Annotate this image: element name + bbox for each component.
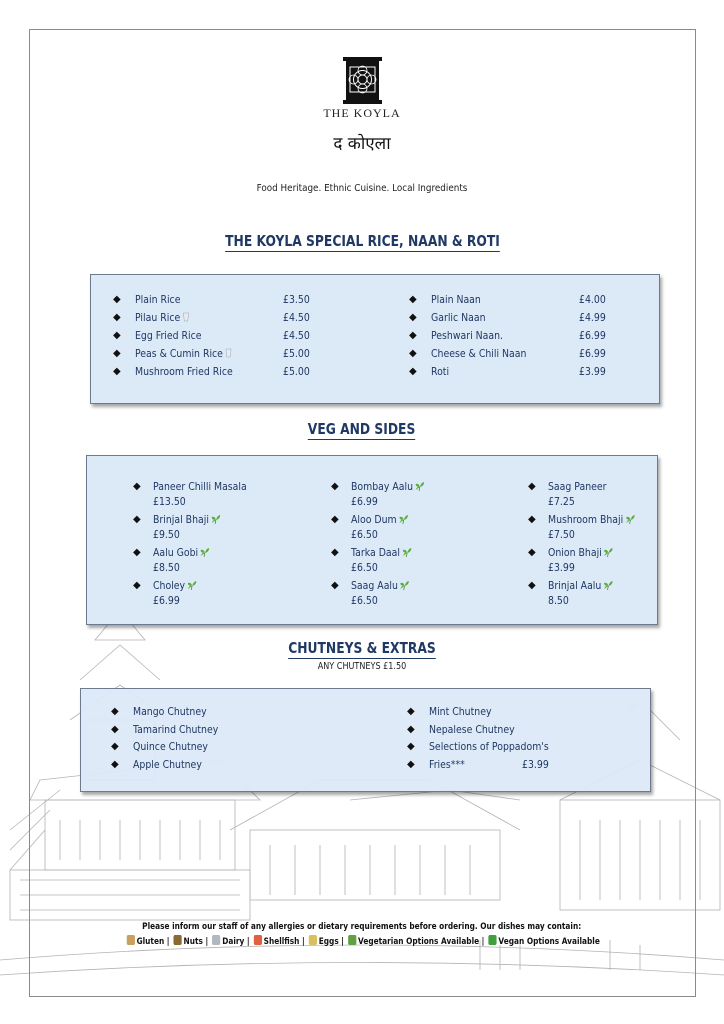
menu-item-price: £3.99 [548,561,575,574]
menu-item-name-text: Aloo Dum [351,513,397,526]
bullet-diamond-icon: ◆ [331,481,339,492]
koyla-logo-icon [343,57,382,104]
menu-item-name-text: Tarka Daal [351,546,400,559]
bullet-diamond-icon: ◆ [528,547,536,558]
menu-item-name-text: Fries*** [429,757,465,771]
section-title-veg-text: VEG AND SIDES [308,420,416,438]
menu-item-name [351,512,409,527]
menu-item-price: 8.50 [548,594,569,607]
gluten-icon [126,935,134,945]
menu-item-name-text: Quince Chutney [133,740,208,753]
rice-naan-roti-box [90,274,660,404]
menu-item-name-text: Plain Rice [135,293,181,306]
menu-item-name-text: Tamarind Chutney [133,722,219,736]
shellfish-icon [253,935,261,945]
menu-item-name [431,311,486,325]
menu-item-name [153,479,247,494]
bullet-diamond-icon: ◆ [528,481,536,492]
section-title-rice-text: THE KOYLA SPECIAL RICE, NAAN & ROTI [224,232,500,250]
menu-item-name [429,723,515,737]
menu-item-name-text: Onion Bhaji [548,546,602,559]
menu-item-name-text: Choley [153,579,186,592]
section-title-veg [0,420,724,440]
vegan-leaf-icon [488,935,496,945]
menu-item-name [431,347,526,361]
vegan-leaf-icon [415,481,425,491]
menu-item-name [548,578,613,593]
menu-item-price: £7.25 [548,495,575,508]
menu-item-name [135,311,190,325]
menu-item-price: £5.00 [283,365,310,378]
menu-item-price: £6.99 [579,329,606,342]
menu-item-name [431,293,481,307]
bullet-diamond-icon: ◆ [409,294,417,305]
dairy-icon [212,935,220,945]
menu-item-price: £6.99 [351,495,378,508]
menu-item-name [429,705,491,719]
allergy-legend-label: Gluten [136,937,164,947]
bullet-diamond-icon: ◆ [409,366,417,377]
menu-item-price: £4.99 [579,311,606,324]
menu-item-name [351,479,425,494]
bullet-diamond-icon: ◆ [331,547,339,558]
section-title-rice [0,232,724,252]
bullet-diamond-icon: ◆ [113,312,121,323]
bullet-diamond-icon: ◆ [528,514,536,525]
menu-item-name-text: Saag Paneer [548,480,607,493]
menu-item-name [431,365,449,379]
menu-item-name [351,578,410,593]
menu-item-name [133,723,218,737]
vegan-leaf-icon [625,514,635,524]
menu-item-price: £4.50 [283,311,310,324]
vegan-leaf-icon [603,547,613,557]
allergy-legend-label: Shellfish [263,937,299,947]
tagline: Food Heritage. Ethnic Cuisine. Local Ingredients [256,183,468,194]
menu-item-name-text: Paneer Chilli Masala [153,480,247,493]
menu-item-name [153,545,210,560]
bullet-diamond-icon: ◆ [407,723,415,735]
vegan-leaf-icon [211,514,221,524]
menu-item-name [153,512,221,527]
menu-item-name [133,758,202,772]
allergy-legend-label: Dairy [221,937,244,947]
bullet-diamond-icon: ◆ [407,758,415,770]
menu-item-price: £9.50 [153,528,180,541]
menu-item-name-text: Roti [431,365,450,378]
veg-and-sides-box [86,455,658,625]
legend-separator: | [478,937,487,947]
menu-item-name-text: Peshwari Naan. [431,329,503,342]
menu-item-price: £3.50 [283,293,310,306]
bullet-diamond-icon: ◆ [113,366,121,377]
menu-item-name-text: Mango Chutney [133,705,207,718]
allergy-notice-text: Please inform our staff of any allergies or dietary requirements before ordering. Our dishes may contain: [142,922,582,932]
allergy-legend-label: Vegan Options Available [497,937,600,947]
vegan-leaf-icon [187,580,197,590]
menu-item-name [431,329,503,343]
menu-item-name [429,758,465,772]
bullet-diamond-icon: ◆ [331,580,339,591]
bullet-diamond-icon: ◆ [409,348,417,359]
bullet-diamond-icon: ◆ [113,294,121,305]
menu-item-name-text: Apple Chutney [133,757,202,771]
menu-item-name [135,329,202,343]
vegetarian-icon [348,935,356,945]
menu-item-price: £3.99 [522,757,549,771]
menu-item-price: £4.00 [579,293,606,306]
bullet-diamond-icon: ◆ [528,580,536,591]
menu-item-name-text: Brinjal Aalu [548,579,602,592]
menu-item-price: £7.50 [548,528,575,541]
vegan-leaf-icon [400,580,410,590]
bullet-diamond-icon: ◆ [133,580,141,591]
menu-item-price: £6.50 [351,594,378,607]
allergy-legend-label: Eggs [318,937,339,947]
menu-item-name-text: Selections of Poppadom's [429,740,549,753]
legend-separator: | [298,937,307,947]
dairy-icon [225,348,232,358]
menu-item-name [548,479,607,494]
vegan-leaf-icon [402,547,412,557]
bullet-diamond-icon: ◆ [111,706,119,717]
menu-item-name [133,740,208,754]
menu-item-name [153,578,197,593]
legend-separator: | [338,937,347,947]
allergy-legend [0,935,724,947]
vegan-leaf-icon [398,514,408,524]
menu-item-name-text: Mint Chutney [429,705,492,718]
menu-item-price: £13.50 [153,495,186,508]
allergy-legend-label: Nuts [183,937,203,947]
bullet-diamond-icon: ◆ [407,741,415,752]
menu-item-name-text: Egg Fried Rice [135,329,202,342]
menu-item-name-text: Saag Aalu [351,579,398,592]
menu-item-name [548,545,614,560]
bullet-diamond-icon: ◆ [111,723,119,735]
bullet-diamond-icon: ◆ [133,514,141,525]
menu-item-name-text: Brinjal Bhaji [153,513,209,526]
bullet-diamond-icon: ◆ [133,481,141,492]
menu-item-name [135,365,233,379]
menu-item-price: £6.50 [351,528,378,541]
bullet-diamond-icon: ◆ [111,741,119,752]
menu-item-price: £6.99 [579,347,606,360]
nuts-icon [173,935,181,945]
bullet-diamond-icon: ◆ [133,547,141,558]
chutneys-extras-box [80,688,651,792]
menu-item-name-text: Pilau Rice [135,311,181,324]
allergy-legend-label: Vegetarian Options Available [357,937,479,947]
bullet-diamond-icon: ◆ [111,758,119,770]
menu-item-price: £5.00 [283,347,310,360]
menu-item-name-text: Mushroom Fried Rice [135,365,233,378]
menu-item-name-text: Plain Naan [431,293,481,306]
vegan-leaf-icon [200,547,210,557]
bullet-diamond-icon: ◆ [407,706,415,717]
menu-item-name [135,347,232,361]
menu-item-name-text: Peas & Cumin Rice [135,347,223,360]
vegan-leaf-icon [603,580,613,590]
legend-separator: | [202,937,211,947]
allergy-legend-row [125,935,600,947]
brand-name: THE KOYLA [323,106,401,120]
allergy-notice [0,922,724,932]
menu-item-name-text: Mushroom Bhaji [548,513,624,526]
bullet-diamond-icon: ◆ [331,514,339,525]
dairy-icon [183,312,190,322]
menu-item-name [429,740,549,754]
menu-item-name-text: Cheese & Chili Naan [431,347,527,360]
menu-item-name [135,293,180,307]
bullet-diamond-icon: ◆ [409,330,417,341]
menu-item-name-text: Garlic Naan [431,311,486,324]
menu-item-price: £6.99 [153,594,180,607]
menu-item-price: £8.50 [153,561,180,574]
brand-hindi-name: द कोएला [333,134,391,154]
legend-separator: | [243,937,252,947]
menu-item-name-text: Bombay Aalu [351,480,414,493]
menu-item-name-text: Nepalese Chutney [429,722,515,736]
menu-item-name [351,545,412,560]
menu-item-price: £6.50 [351,561,378,574]
menu-item-name [548,512,635,527]
bullet-diamond-icon: ◆ [113,330,121,341]
chutney-price-note: ANY CHUTNEYS £1.50 [317,661,407,672]
eggs-icon [308,935,316,945]
bullet-diamond-icon: ◆ [113,348,121,359]
menu-item-price: £4.50 [283,329,310,342]
menu-item-name-text: Aalu Gobi [153,546,199,559]
section-title-chutneys-text: CHUTNEYS & EXTRAS [288,639,436,657]
menu-item-name [133,705,207,719]
menu-item-price: £3.99 [579,365,606,378]
section-title-chutneys [0,639,724,659]
legend-separator: | [163,937,172,947]
bullet-diamond-icon: ◆ [409,312,417,323]
